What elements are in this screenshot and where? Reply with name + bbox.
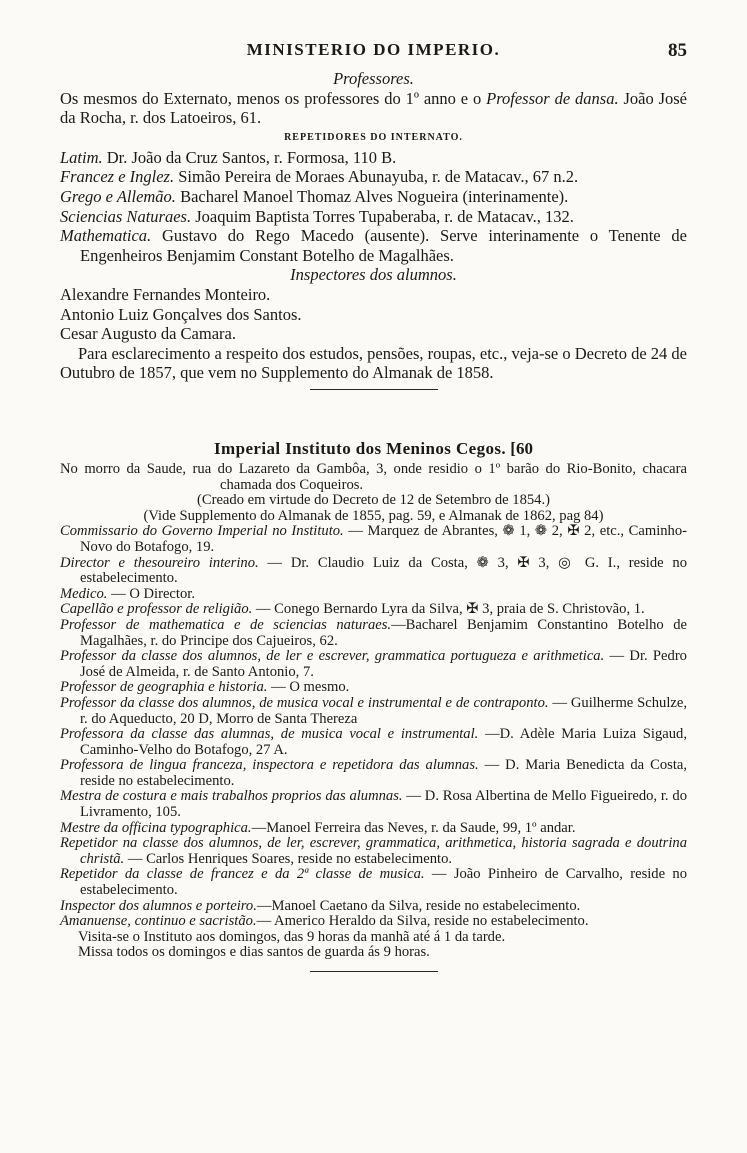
repetidor-entry (60, 226, 687, 265)
staff-entry (60, 618, 687, 649)
entry-text: Bacharel Manoel Thomaz Alves Nogueira (interinamente). (175, 186, 569, 206)
staff-entry (60, 836, 687, 867)
professores-text: Os mesmos do Externato, menos os professores do 1º anno e o (60, 88, 482, 108)
section-divider (310, 389, 438, 390)
entry-text: Simão Pereira de Moraes Abunayuba, r. de Matacav., 67 n.2. (174, 167, 579, 187)
staff-entry (60, 789, 687, 820)
repetidor-entry (60, 167, 687, 187)
repetidor-entry (60, 148, 687, 168)
entry-label: Professor de geographia e historia. (60, 679, 268, 696)
entry-label: Francez e Inglez. (60, 167, 175, 187)
entry-text: — D. Rosa Albertina de Mello Figueiredo, r. do Livramento, 105. (80, 788, 687, 821)
entry-label: Professora de lingua franceza, inspectora e repetidora das alumnas. (60, 757, 479, 774)
entry-label: Professor de mathematica e de sciencias naturaes. (60, 616, 392, 633)
entry-label: Repetidor na classe dos alumnos, de ler, escrever, grammatica, arithmetica, historia sagrada e doutrina christã. (60, 835, 687, 867)
entry-text: Gustavo do Rego Macedo (ausente). Serve interinamente o Tenente de Engenheiros Benjamim Constant Botelho de Magalhães. (80, 226, 687, 265)
professores-heading: Professores. (333, 69, 414, 88)
repetidor-entry (60, 207, 687, 227)
entry-label: Amanuense, continuo e sacristão. (60, 913, 257, 930)
entry-text: — Carlos Henriques Soares, reside no estabelecimento. (124, 850, 453, 867)
dansa-label: Professor de dansa. (486, 88, 619, 108)
visita-note: Visita-se o Instituto aos domingos, das 9 horas da manhã até á 1 da tarde. (78, 928, 506, 945)
staff-entry (60, 587, 687, 603)
repetidor-entry (60, 187, 687, 207)
entry-text: — O mesmo. (267, 679, 350, 696)
entry-label: Mathematica. (60, 226, 152, 246)
instituto-creation: (Creado em virtude do Decreto de 12 de Setembro de 1854.) (197, 492, 550, 509)
instituto-title-text: Imperial Instituto dos Meninos Cegos. (214, 439, 507, 458)
esclarecimento-note: Para esclarecimento a respeito dos estudos, pensões, roupas, etc., veja-se o Decreto de 24 de Outubro de 1857, que vem no Supplemento do Almanak de 1858. (60, 343, 687, 383)
staff-entry (60, 914, 687, 930)
entry-text: — Guilherme Schulze, r. do Aqueducto, 20 D, Morro de Santa Thereza (80, 694, 687, 727)
entry-label: Latim. (60, 147, 103, 167)
dansa-text: João José da Rocha, r. dos Latoeiros, 61. (60, 88, 687, 128)
instituto-section (60, 436, 687, 978)
inspector-name: Cesar Augusto da Camara. (60, 324, 236, 344)
entry-label: Mestre da officina typographica. (60, 819, 252, 836)
staff-entry (60, 556, 687, 587)
instituto-reference: (Vide Supplemento do Almanak de 1855, pag. 59, e Almanak de 1862, pag 84) (143, 507, 604, 524)
instituto-title (60, 436, 687, 462)
externato-staff-section (60, 69, 687, 396)
entry-text: — Dr. Pedro José de Almeida, r. de Santo Antonio, 7. (80, 648, 687, 680)
staff-entry (60, 727, 687, 758)
page-number: 85 (668, 40, 687, 61)
missa-note: Missa todos os domingos e dias santos de guarda ás 9 horas. (78, 944, 430, 961)
entry-text: — D. Maria Benedicta da Costa, reside no estabelecimento. (80, 757, 688, 789)
entry-text: — Marquez de Abrantes, ❁ 1, ❁ 2, ✠ 2, etc., Caminho-Novo do Botafogo, 19. (80, 523, 687, 555)
staff-entry (60, 524, 687, 555)
staff-entry (60, 821, 687, 837)
entry-text: —Manoel Ferreira das Neves, r. da Saude, 99, 1º andar. (251, 819, 576, 836)
entry-text: — João Pinheiro de Carvalho, reside no estabelecimento. (80, 866, 687, 899)
entry-label: Grego e Allemão. (60, 186, 176, 206)
staff-entry (60, 696, 687, 727)
entry-text: — Conego Bernardo Lyra da Silva, ✠ 3, praia de S. Christovão, 1. (252, 601, 645, 618)
entry-label: Professor da classe dos alumnos, de musica vocal e instrumental e de contraponto. (60, 694, 549, 711)
entry-label: Capellão e professor de religião. (60, 601, 253, 618)
repetidores-heading: REPETIDORES DO INTERNATO. (284, 131, 463, 143)
entry-label: Professora da classe das alumnas, de musica vocal e instrumental. (60, 726, 479, 743)
inspector-name: Alexandre Fernandes Monteiro. (60, 284, 271, 304)
inspectores-heading: Inspectores dos alumnos. (290, 265, 457, 285)
inspector-name: Antonio Luiz Gonçalves dos Santos. (60, 304, 302, 324)
entry-label: Mestra de costura e mais trabalhos proprios das alumnas. (60, 788, 403, 805)
entry-text: — Dr. Claudio Luiz da Costa, ❁ 3, ✠ 3, ◎ G. I., reside no estabelecimento. (80, 554, 687, 587)
staff-entry (60, 899, 687, 915)
entry-label: Sciencias Naturaes. (60, 206, 192, 226)
entry-text: —Bacharel Benjamim Constantino Botelho de Magalhães, r. do Principe dos Cajueiros, 62. (80, 616, 687, 649)
entry-text: — O Director. (107, 585, 195, 602)
staff-entry (60, 649, 687, 680)
entry-text: — Americo Heraldo da Silva, reside no estabelecimento. (256, 913, 589, 930)
instituto-title-number: [60 (510, 439, 533, 458)
instituto-address: No morro da Saude, rua do Lazareto da Gambôa, 3, onde residio o 1º barão do Rio-Bonito, chacara chamada dos Coqueiros. (60, 461, 687, 493)
entry-text: Dr. João da Cruz Santos, r. Formosa, 110 B. (102, 147, 397, 167)
running-header (60, 40, 687, 64)
entry-label: Repetidor da classe de francez e da 2ª classe de musica. (60, 866, 425, 883)
staff-entry (60, 680, 687, 696)
entry-label: Inspector dos alumnos e porteiro. (60, 897, 257, 914)
staff-entry (60, 758, 687, 789)
entry-label: Professor da classe dos alumnos, de ler e escrever, grammatica portugueza e arithmetica. (60, 648, 605, 665)
entry-label: Medico. (60, 585, 108, 602)
entry-label: Commissario do Governo Imperial no Instituto. (60, 523, 344, 540)
header-title: MINISTERIO DO IMPERIO. (246, 40, 501, 59)
end-divider (310, 971, 438, 972)
entry-text: —D. Adèle Maria Luiza Sigaud, Caminho-Velho do Botafogo, 27 A. (80, 726, 687, 758)
entry-text: Joaquim Baptista Torres Tupaberaba, r. de Matacav., 132. (191, 206, 574, 226)
staff-entry (60, 602, 687, 618)
professores-paragraph (60, 89, 687, 128)
staff-entry (60, 867, 687, 898)
entry-text: —Manoel Caetano da Silva, reside no estabelecimento. (256, 897, 581, 914)
entry-label: Director e thesoureiro interino. (60, 554, 259, 571)
